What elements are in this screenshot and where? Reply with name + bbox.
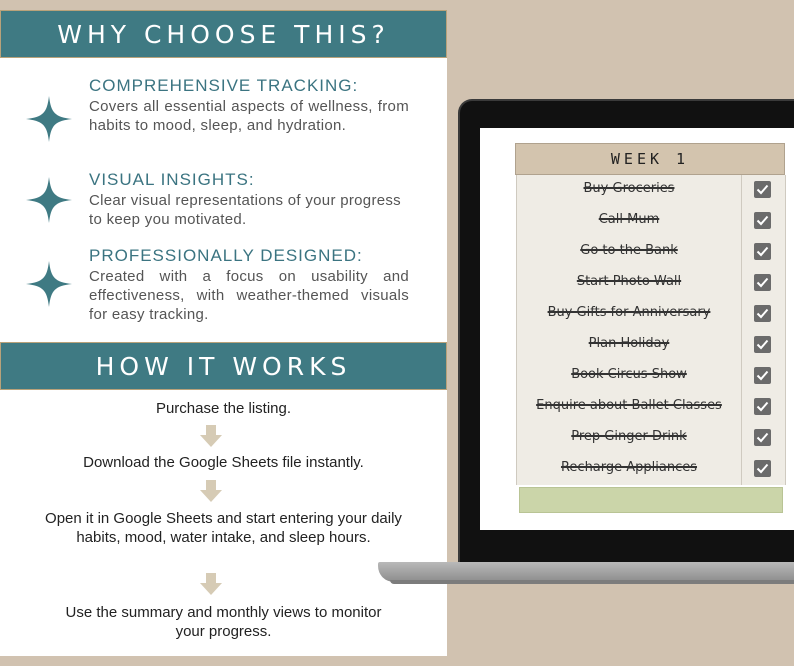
sparkle-star-icon	[26, 261, 72, 307]
checkbox-checked-icon[interactable]	[754, 429, 771, 446]
task-label: Prep Ginger Drink	[571, 429, 687, 444]
step-2: Download the Google Sheets file instantly.	[83, 454, 364, 471]
task-label: Buy Groceries	[583, 181, 675, 196]
task-row	[517, 454, 785, 485]
task-row	[517, 330, 785, 361]
task-row	[517, 237, 785, 268]
step-4: Use the summary and monthly views to monitor your progress.	[65, 604, 382, 640]
task-label: Enquire about Ballet Classes	[536, 398, 722, 413]
feature-description: Created with a focus on usability and effectiveness, with weather-themed visuals for easy tracking.	[89, 268, 409, 323]
step-3: Open it in Google Sheets and start entering your daily habits, mood, water intake, and sleep hours.	[45, 510, 402, 546]
task-label: Start Photo Wall	[576, 274, 682, 289]
column-divider	[741, 268, 742, 299]
task-label: Call Mum	[598, 212, 660, 227]
why-choose-heading: WHY CHOOSE THIS?	[0, 10, 447, 58]
task-label: Recharge Appliances	[560, 460, 698, 475]
task-label: Book Circus Show	[571, 367, 687, 382]
task-row	[517, 423, 785, 454]
task-row	[517, 361, 785, 392]
sparkle-star-icon	[26, 96, 72, 142]
feature-title: VISUAL INSIGHTS:	[89, 170, 255, 189]
column-divider	[741, 299, 742, 330]
checkbox-checked-icon[interactable]	[754, 367, 771, 384]
column-divider	[741, 175, 742, 206]
laptop-base-shadow	[390, 580, 794, 584]
feature-title: PROFESSIONALLY DESIGNED:	[89, 246, 363, 265]
checkbox-checked-icon[interactable]	[754, 212, 771, 229]
column-divider	[741, 330, 742, 361]
feature-description: Covers all essential aspects of wellness, from habits to mood, sleep, and hydration.	[89, 98, 409, 134]
feature-title: COMPREHENSIVE TRACKING:	[89, 76, 359, 95]
down-arrow-icon	[200, 480, 222, 502]
step-1: Purchase the listing.	[155, 400, 292, 417]
task-label: Plan Holiday	[588, 336, 670, 351]
task-label: Buy Gifts for Anniversary	[547, 305, 711, 320]
checkbox-checked-icon[interactable]	[754, 181, 771, 198]
checkbox-checked-icon[interactable]	[754, 398, 771, 415]
feature-description: Clear visual representations of your progress to keep you motivated.	[89, 192, 401, 228]
checkbox-checked-icon[interactable]	[754, 274, 771, 291]
task-list	[516, 175, 786, 485]
task-row	[517, 392, 785, 423]
down-arrow-icon	[200, 573, 222, 595]
how-it-works-heading: HOW IT WORKS	[0, 342, 447, 390]
week-header: WEEK 1	[515, 143, 785, 175]
column-divider	[741, 423, 742, 454]
column-divider	[741, 237, 742, 268]
checkbox-checked-icon[interactable]	[754, 460, 771, 477]
column-divider	[741, 392, 742, 423]
column-divider	[741, 454, 742, 485]
checkbox-checked-icon[interactable]	[754, 243, 771, 260]
task-label: Go to the Bank	[580, 243, 678, 258]
column-divider	[741, 206, 742, 237]
laptop-base	[378, 562, 794, 582]
checkbox-checked-icon[interactable]	[754, 336, 771, 353]
column-divider	[741, 361, 742, 392]
progress-bar	[519, 487, 783, 513]
task-row	[517, 299, 785, 330]
down-arrow-icon	[200, 425, 222, 447]
task-row	[517, 206, 785, 237]
sparkle-star-icon	[26, 177, 72, 223]
checkbox-checked-icon[interactable]	[754, 305, 771, 322]
task-row	[517, 268, 785, 299]
info-panel	[0, 10, 447, 656]
task-row	[517, 175, 785, 206]
